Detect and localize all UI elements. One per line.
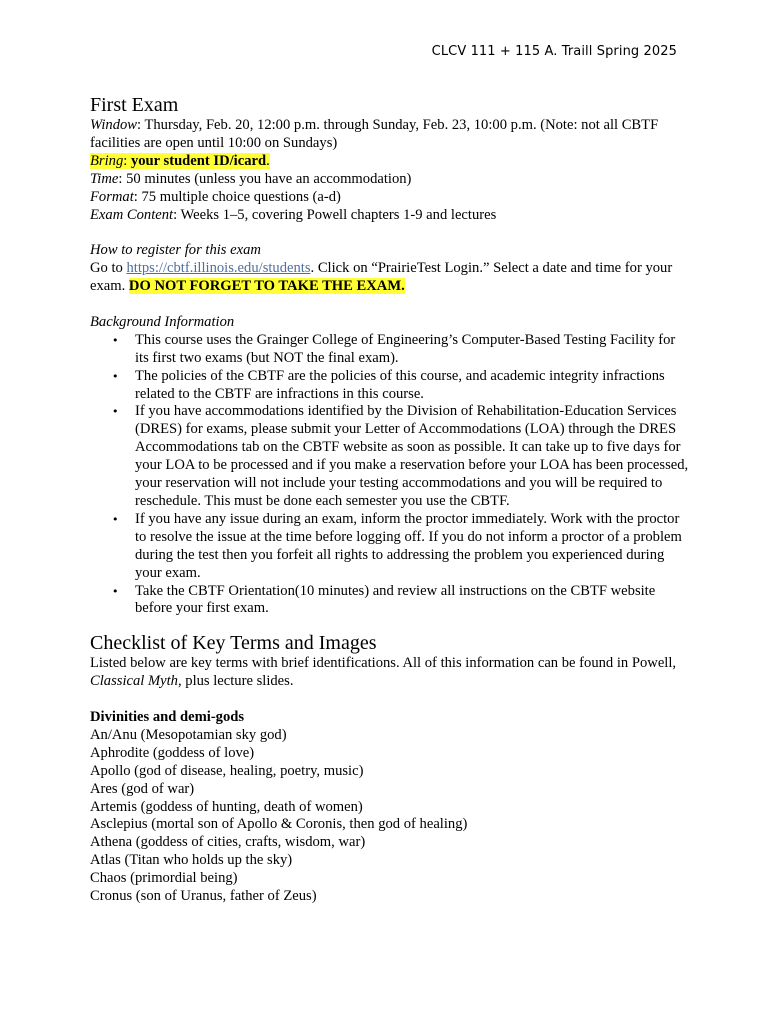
bring-line <box>90 153 690 171</box>
term-item: Ares (god of war) <box>90 780 195 797</box>
spacer <box>90 296 690 314</box>
bullet-icon: • <box>112 584 119 598</box>
background-item <box>90 403 690 510</box>
background-item <box>90 511 690 583</box>
checklist-intro-start: Listed below are key terms with brief identifications. All of this information can be found in Powell, <box>90 655 677 672</box>
bring-label: Bring <box>90 152 124 169</box>
background-item-text: The policies of the CBTF are the policies of this course, and academic integrity infractions related to the CBTF are infractions in this course. <box>135 367 665 402</box>
background-heading: Background Information <box>90 313 235 330</box>
term-item: Asclepius (mortal son of Apollo & Coronis, then god of healing) <box>90 816 468 833</box>
register-warning: DO NOT FORGET TO TAKE THE EXAM. <box>128 278 405 295</box>
register-heading: How to register for this exam <box>90 242 261 259</box>
book-title: Classical Myth <box>90 673 178 690</box>
bring-end: . <box>266 152 270 169</box>
divinities-heading: Divinities and demi-gods <box>90 709 245 726</box>
window-line <box>90 117 690 153</box>
window-text: : Thursday, Feb. 20, 12:00 p.m. through Sunday, Feb. 23, 10:00 p.m. (Note: not all CBTF facilities are open until 10:00 on Sundays) <box>90 117 659 151</box>
format-text: : 75 multiple choice questions (a-d) <box>133 188 341 205</box>
term-item: An/Anu (Mesopotamian sky god) <box>90 726 287 743</box>
checklist-intro-end: , plus lecture slides. <box>177 673 294 690</box>
window-label: Window <box>90 117 138 133</box>
background-item-text: This course uses the Grainger College of Engineering’s Computer-Based Testing Facility for its first two exams (but NOT the final exam). <box>135 331 676 366</box>
background-item-text: Take the CBTF Orientation(10 minutes) and review all instructions on the CBTF website before your first exam. <box>135 582 656 617</box>
time-line <box>90 171 690 189</box>
bullet-icon: • <box>112 512 119 526</box>
register-instructions: . Click on “PrairieTest Login.” Select a date and time for your exam. <box>90 260 673 295</box>
page-header: CLCV 111 + 115 A. Traill Spring 2025 <box>431 44 677 59</box>
content-label: Exam Content <box>90 206 174 223</box>
background-item <box>90 332 690 368</box>
spacer <box>90 224 690 242</box>
term-item: Artemis (goddess of hunting, death of women) <box>90 798 363 815</box>
content-text: : Weeks 1–5, covering Powell chapters 1-9 and lectures <box>173 206 497 223</box>
term-item: Athena (goddess of cities, crafts, wisdom, war) <box>90 834 366 851</box>
bullet-icon: • <box>112 333 119 347</box>
term-item: Cronus (son of Uranus, father of Zeus) <box>90 888 317 905</box>
term-item: Chaos (primordial being) <box>90 870 238 887</box>
term-item: Atlas (Titan who holds up the sky) <box>90 852 293 869</box>
format-line <box>90 189 690 207</box>
time-label: Time <box>90 170 119 187</box>
bullet-icon: • <box>112 405 119 419</box>
background-item <box>90 368 690 404</box>
term-item: Aphrodite (goddess of love) <box>90 744 255 761</box>
format-label: Format <box>90 188 134 205</box>
bullet-icon: • <box>112 369 119 383</box>
checklist-title: Checklist of Key Terms and Images <box>90 632 377 655</box>
time-text: : 50 minutes (unless you have an accommodation) <box>118 170 412 187</box>
checklist-section <box>90 631 690 906</box>
spacer <box>90 691 690 709</box>
background-item-text: If you have any issue during an exam, inform the proctor immediately. Work with the proctor to resolve the issue at the time before logging off. If you do not inform a proctor of a problem during the test then you forfeit all rights to addressing the problem you experienced during your exam. <box>135 510 682 581</box>
term-item: Apollo (god of disease, healing, poetry, music) <box>90 762 364 779</box>
exam-title: First Exam <box>90 94 179 116</box>
cbtf-students-link[interactable]: https://cbtf.illinois.edu/students <box>126 260 311 277</box>
document-body <box>90 93 690 906</box>
background-item <box>90 583 690 619</box>
content-line <box>90 207 690 225</box>
background-item-text: If you have accommodations identified by the Division of Rehabilitation-Education Services (DRES) for exams, please submit your Letter of Accommodations (LOA) through the DRES Accommodations tab on the CBTF website as soon as possible. It can take up to five days for your LOA to be processed and if you make a reservation before your LOA has been processed, your reservation will not include your testing accommodations and you will be required to reschedule. This must be done each semester you use the CBTF. <box>135 403 689 509</box>
register-go-to: Go to <box>90 260 127 277</box>
register-paragraph <box>90 260 690 296</box>
checklist-intro <box>90 655 690 691</box>
bring-separator: : <box>123 152 131 169</box>
background-list <box>90 332 690 619</box>
bring-value: your student ID/icard <box>130 152 267 169</box>
